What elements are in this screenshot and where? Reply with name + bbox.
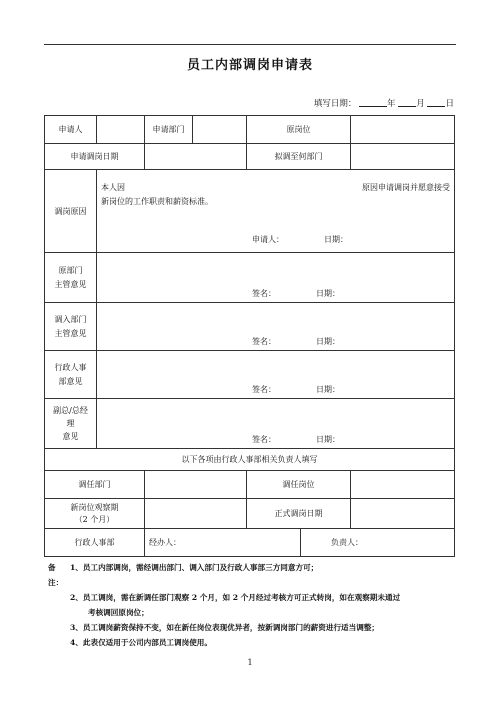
notes-label: 备注： [48, 563, 64, 587]
hr-section-header: 以下各项由行政人事部相关负责人填写 [45, 449, 455, 471]
probation-title: 新岗位观察期 [70, 502, 119, 512]
dept-label: 申请部门 [145, 116, 193, 144]
reason-label: 调岗原因 [45, 170, 97, 253]
year-label: 年 [387, 99, 396, 109]
note-item: 3、员工调岗薪资保持不变，如在新任岗位表现优异者，按新调岗部门的薪资进行适当调整； [70, 623, 380, 632]
formal-date-field[interactable] [351, 499, 455, 529]
hr-dept-label: 行政人事部 [45, 529, 145, 557]
transfer-date-label: 申请调岗日期 [45, 144, 145, 170]
dept-field[interactable] [193, 116, 247, 144]
note-item: 4、此表仅适用于公司内部员工调岗使用。 [70, 638, 212, 647]
target-dept-field[interactable] [351, 144, 455, 170]
handler-field[interactable] [145, 529, 301, 557]
note-item: 1、员工内部调岗，需经调出部门、调入部门及行政人事部三方同意方可； [70, 563, 319, 572]
top-rule [44, 44, 456, 45]
fill-date-line [314, 97, 454, 109]
orig-post-field[interactable] [351, 116, 455, 144]
date-label: 日期： [316, 337, 340, 346]
target-dept-opinion-field[interactable] [97, 303, 455, 351]
form-title: 员工内部调岗申请表 [186, 58, 313, 73]
transfer-post-field[interactable] [351, 471, 455, 499]
day-blank[interactable] [427, 98, 445, 107]
reason-date-label: 日期： [324, 235, 348, 244]
notes-section [48, 560, 400, 650]
fill-date-label: 填写日期： [313, 99, 357, 109]
probation-field[interactable] [145, 499, 247, 529]
note-item: 考核调回原岗位； [88, 608, 149, 617]
transfer-dept-field[interactable] [145, 471, 247, 499]
hr-dept-opinion-field[interactable] [97, 351, 455, 399]
handler-label: 经办人： [149, 538, 181, 547]
signature-label: 签名： [252, 337, 276, 346]
signature-label: 签名： [252, 289, 276, 298]
owner-label: 负责人： [331, 538, 363, 547]
transfer-post-label: 调任岗位 [247, 471, 351, 499]
year-blank[interactable] [359, 98, 387, 107]
date-label: 日期： [316, 435, 340, 444]
month-blank[interactable] [398, 98, 416, 107]
note-item: 2、员工调岗，需在新调任部门观察 2 个月，如 2 个月经过考核方可正式转岗，如在观察期未通过 [70, 593, 401, 602]
month-label: 月 [416, 99, 425, 109]
date-label: 日期： [316, 289, 340, 298]
reason-text-line2: 新岗位的工作职责和薪资标准。 [101, 197, 213, 206]
gm-opinion-field[interactable] [97, 399, 455, 449]
applicant-label: 申请人 [45, 116, 97, 144]
reason-text-start: 本人因 [101, 183, 125, 192]
reason-text-end: 原因申请调岗并愿意接受 [362, 183, 450, 192]
owner-field[interactable] [301, 529, 455, 557]
applicant-sign-label: 申请人： [252, 235, 284, 244]
hr-dept-opinion-label: 行政人事 部意见 [45, 351, 97, 399]
application-table [44, 115, 455, 557]
transfer-date-field[interactable] [145, 144, 247, 170]
day-label: 日 [445, 99, 454, 109]
probation-label [45, 499, 145, 529]
transfer-dept-label: 调任部门 [45, 471, 145, 499]
orig-dept-opinion-label: 原部门 主管意见 [45, 253, 97, 303]
formal-date-label: 正式调岗日期 [247, 499, 351, 529]
reason-field[interactable] [97, 170, 455, 253]
signature-label: 签名： [252, 385, 276, 394]
signature-label: 签名： [252, 435, 276, 444]
date-label: 日期： [316, 385, 340, 394]
orig-dept-opinion-field[interactable] [97, 253, 455, 303]
applicant-field[interactable] [97, 116, 145, 144]
gm-opinion-label: 副总/总经 理 意见 [45, 399, 97, 449]
probation-subtitle: （2 个月） [74, 514, 115, 524]
target-dept-label: 拟调至何部门 [247, 144, 351, 170]
orig-post-label: 原岗位 [247, 116, 351, 144]
page-number: 1 [247, 658, 253, 667]
target-dept-opinion-label: 调入部门 主管意见 [45, 303, 97, 351]
